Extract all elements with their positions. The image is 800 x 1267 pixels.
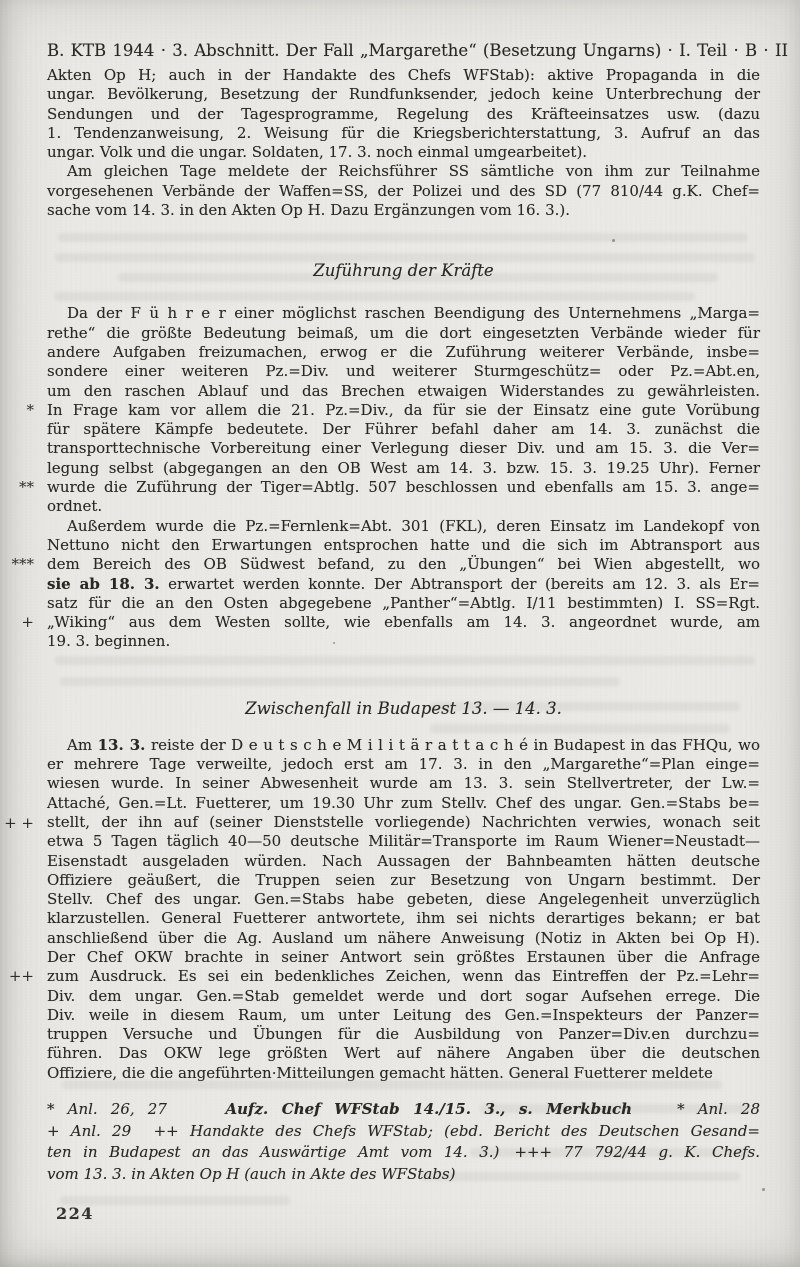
margin-mark: + + [4,814,34,832]
text-line: anschließend über die Ag. Ausland um nähere Anweisung (Notiz in Akten bei Op H). [47,928,760,947]
text-line: Eisenstadt ausgeladen würden. Nach Aussagen der Bahnbeamten hätten deutsche [47,851,760,870]
text-line: Der Chef OKW brachte in seiner Antwort sein größtes Erstaunen über die Anfrage [47,947,760,966]
text-line: rethe“ die größte Bedeutung beimaß, um die dort eingesetzten Verbände wieder für [47,323,760,342]
text-line: etwa 5 Tagen täglich 40—50 deutsche Militär=Transporte im Raum Wiener=Neustadt— [47,832,760,851]
text-line: legung selbst (abgegangen an den OB West am 14. 3. bzw. 15. 3. 19.25 Uhr). Ferner [47,458,760,477]
text-line: + Anl. 29 ++ Handakte des Chefs WFStab; (ebd. Bericht des Deutschen Gesand= [47,1121,760,1140]
text-line: führen. Das OKW lege größten Wert auf nähere Angaben über die deutschen [47,1044,760,1063]
text-line: transporttechnische Vorbereitung einer Verlegung dieser Div. und am 15. 3. die Ver= [47,439,760,458]
section-heading: Zuführung der Kräfte [313,261,494,281]
bleedthrough-text [60,1196,290,1205]
text-line: Sendungen und der Tagesprogramme, Regelung des Kräfteeinsatzes usw. (dazu [47,104,760,123]
text-line: „Wiking“ aus dem Westen sollte, wie ebenfalls am 14. 3. angeordnet wurde, am [47,613,760,632]
text-line: 19. 3. beginnen. [47,632,171,651]
text-line: In Frage kam vor allem die 21. Pz.=Div., da für sie der Einsatz eine gute Vorübung [47,400,760,419]
body-column [47,66,760,1185]
margin-mark: * [26,401,34,419]
text-line: Offiziere geäußert, die Truppen seien zur Besetzung von Ungarn bestimmt. Der [47,870,760,889]
text-line: Offiziere, die die angeführten·Mitteilungen gemacht hätten. General Fuetterer meldete [47,1063,713,1082]
text-line: ungar. Volk und die ungar. Soldaten, 17. 3. noch einmal umgearbeitet). [47,143,588,162]
text-line: vom 13. 3. in Akten Op H (auch in Akte des WFStabs) [47,1164,456,1183]
margin-mark: ** [19,478,34,496]
text-line: * Anl. 26, 27 Aufz. Chef WFStab 14./15. 3., s. Merkbuch * Anl. 28 [47,1100,760,1119]
text-line: sondere einer weiteren Pz.=Div. und weiterer Sturmgeschütz= oder Pz.=Abt.en, [47,362,760,381]
text-line: ungar. Bevölkerung, Besetzung der Rundfunksender, jedoch keine Unterbrechung der [47,85,760,104]
text-line: Da der F ü h r e r einer möglichst raschen Beendigung des Unternehmens „Marga= [67,304,760,323]
text-line: Akten Op H; auch in der Handakte des Chefs WFStab): aktive Propaganda in die [47,66,760,84]
running-head: B. KTB 1944 · 3. Abschnitt. Der Fall „Margarethe“ (Besetzung Ungarns) · I. Teil · B · II [47,41,788,60]
text-line: sache vom 14. 3. in den Akten Op H. Dazu Ergänzungen vom 16. 3.). [47,201,571,220]
text-line: dem Bereich des OB Südwest befand, zu den „Übungen“ bei Wien abgestellt, wo [47,555,760,574]
text-line: um den raschen Ablauf und das Brechen etwaigen Widerstandes zu gewährleisten. [47,381,760,400]
text-line: satz für die an den Osten abgegebene „Panther“=Abtlg. I/11 bestimmten) I. SS=Rgt. [47,593,760,612]
paragraph [47,304,760,516]
paragraph [47,162,760,220]
section-heading: Zwischenfall in Budapest 13. — 14. 3. [245,698,562,718]
text-line: Am 13. 3. reiste der D e u t s c h e M i l i t ä r a t t a c h é in Budapest in das FHQu, wo [67,735,760,754]
text-line: truppen Versuche und Übungen für die Ausbildung von Panzer=Div.en durchzu= [47,1025,760,1044]
margin-mark: ++ [8,967,34,985]
scan-speck [762,1188,765,1191]
margin-mark: + [21,613,34,631]
paragraph [47,517,760,652]
paragraph [47,66,760,162]
footnotes [47,1099,760,1185]
text-line: wiesen wurde. In seiner Abwesenheit wurde am 13. 3. sein Stellvertreter, der Lw.= [47,774,760,793]
text-line: Außerdem wurde die Pz.=Fernlenk=Abt. 301 (FKL), deren Einsatz im Landekopf von [67,516,760,535]
text-line: klarzustellen. General Fuetterer antwortete, ihm sei nichts derartiges bekann; er bat [47,909,760,928]
text-line: sie ab 18. 3. erwartet werden konnte. Der Abtransport der (bereits am 12. 3. als Er= [47,574,760,593]
text-line: vorgesehenen Verbände der Waffen=SS, der Polizei und des SD (77 810/44 g.K. Chef= [47,181,760,200]
text-line: Stellv. Chef des ungar. Gen.=Stabs habe gebeten, diese Angelegenheit unverzüglich [47,890,760,909]
margin-mark: *** [11,555,34,573]
page-number: 224 [56,1204,94,1223]
text-line: für spätere Kämpfe bedeutete. Der Führer befahl daher am 14. 3. zunächst die [47,420,760,439]
text-line: Attaché, Gen.=Lt. Fuetterer, um 19.30 Uhr zum Stellv. Chef des ungar. Gen.=Stabs be= [47,793,760,812]
text-line: Am gleichen Tage meldete der Reichsführer SS sämtliche von ihm zur Teilnahme [67,162,760,181]
paragraph [47,736,760,1083]
text-line: ordnet. [47,497,103,516]
text-line: Div. weile in diesem Raum, um unter Leitung des Gen.=Inspekteurs der Panzer= [47,1005,760,1024]
text-line: stellt, der ihn auf (seiner Dienststelle vorliegende) Nachrichten verwies, wonach seit [47,812,760,831]
text-line: Nettuno nicht den Erwartungen entsprochen hatte und die sich im Abtransport aus [47,535,760,554]
text-line: andere Aufgaben freizumachen, erwog er die Zuführung weiterer Verbände, insbe= [47,342,760,361]
text-line: zum Ausdruck. Es sei ein bedenkliches Zeichen, wenn das Eintreffen der Pz.=Lehr= [47,967,760,986]
text-line: wurde die Zuführung der Tiger=Abtlg. 507 beschlossen und ebenfalls am 15. 3. ange= [47,478,760,497]
text-line: Div. dem ungar. Gen.=Stab gemeldet werde und dort sogar Aufsehen errege. Die [47,986,760,1005]
text-line: 1. Tendenzanweisung, 2. Weisung für die Kriegsberichterstattung, 3. Aufruf an das [47,123,760,142]
text-line: er mehrere Tage verweilte, jedoch erst am 17. 3. in den „Margarethe“=Plan einge= [47,755,760,774]
text-line: ten in Budapest an das Auswärtige Amt vom 14. 3.) +++ 77 792/44 g. K. Chefs. [47,1143,760,1162]
